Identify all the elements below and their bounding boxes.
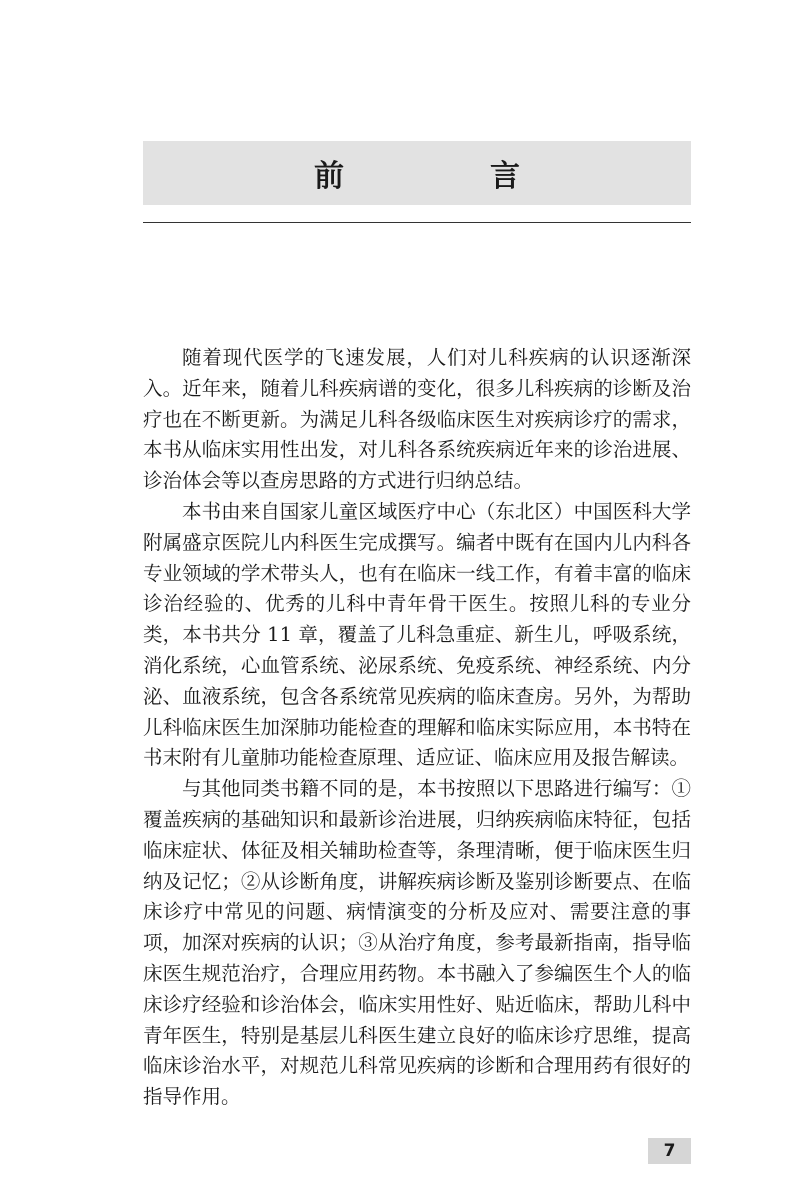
page-number: 7 bbox=[648, 1138, 691, 1164]
title-divider bbox=[143, 222, 691, 223]
paragraph-1: 随着现代医学的飞速发展，人们对儿科疾病的认识逐渐深入。近年来，随着儿科疾病谱的变化，很多儿科疾病的诊断及治疗也在不断更新。为满足儿科各级临床医生对疾病诊疗的需求，本书从临床实用性出发，对儿科各系统疾病近年来的诊治进展、诊治体会等以查房思路的方式进行归纳总结。 bbox=[143, 346, 691, 493]
chapter-title: 前 言 bbox=[314, 159, 578, 194]
paragraph-3: 与其他同类书籍不同的是，本书按照以下思路进行编写：①覆盖疾病的基础知识和最新诊治进展，归纳疾病临床特征，包括临床症状、体征及相关辅助检查等，条理清晰，便于临床医生归纳及记忆；②从诊断角度，讲解疾病诊断及鉴别诊断要点、在临床诊疗中常见的问题、病情演变的分析及应对、需要注意的事项，加深对疾病的认识；③从治疗角度，参考最新指南，指导临床医生规范治疗，合理应用药物。本书融入了参编医生个人的临床诊疗经验和诊治体会，临床实用性好、贴近临床，帮助儿科中青年医生，特别是基层儿科医生建立良好的临床诊疗思维，提高临床诊治水平，对规范儿科常见疾病的诊断和合理用药有很好的指导作用。 bbox=[143, 777, 691, 1109]
paragraph-2: 本书由来自国家儿童区域医疗中心（东北区）中国医科大学附属盛京医院儿内科医生完成撰写。编者中既有在国内儿内科各专业领域的学术带头人，也有在临床一线工作，有着丰富的临床诊治经验的、优秀的儿科中青年骨干医生。按照儿科的专业分类，本书共分 11 章，覆盖了儿科急重症、新生儿，呼吸系统，消化系统，心血管系统、泌尿系统、免疫系统、神经系统、内分泌、血液系统，包含各系统常见疾病的临床查房。另外，为帮助儿科临床医生加深肺功能检查的理解和临床实际应用，本书特在书末附有儿童肺功能检查原理、适应证、临床应用及报告解读。 bbox=[143, 499, 691, 770]
chapter-title-band bbox=[143, 141, 691, 205]
preface-body bbox=[143, 343, 691, 1113]
